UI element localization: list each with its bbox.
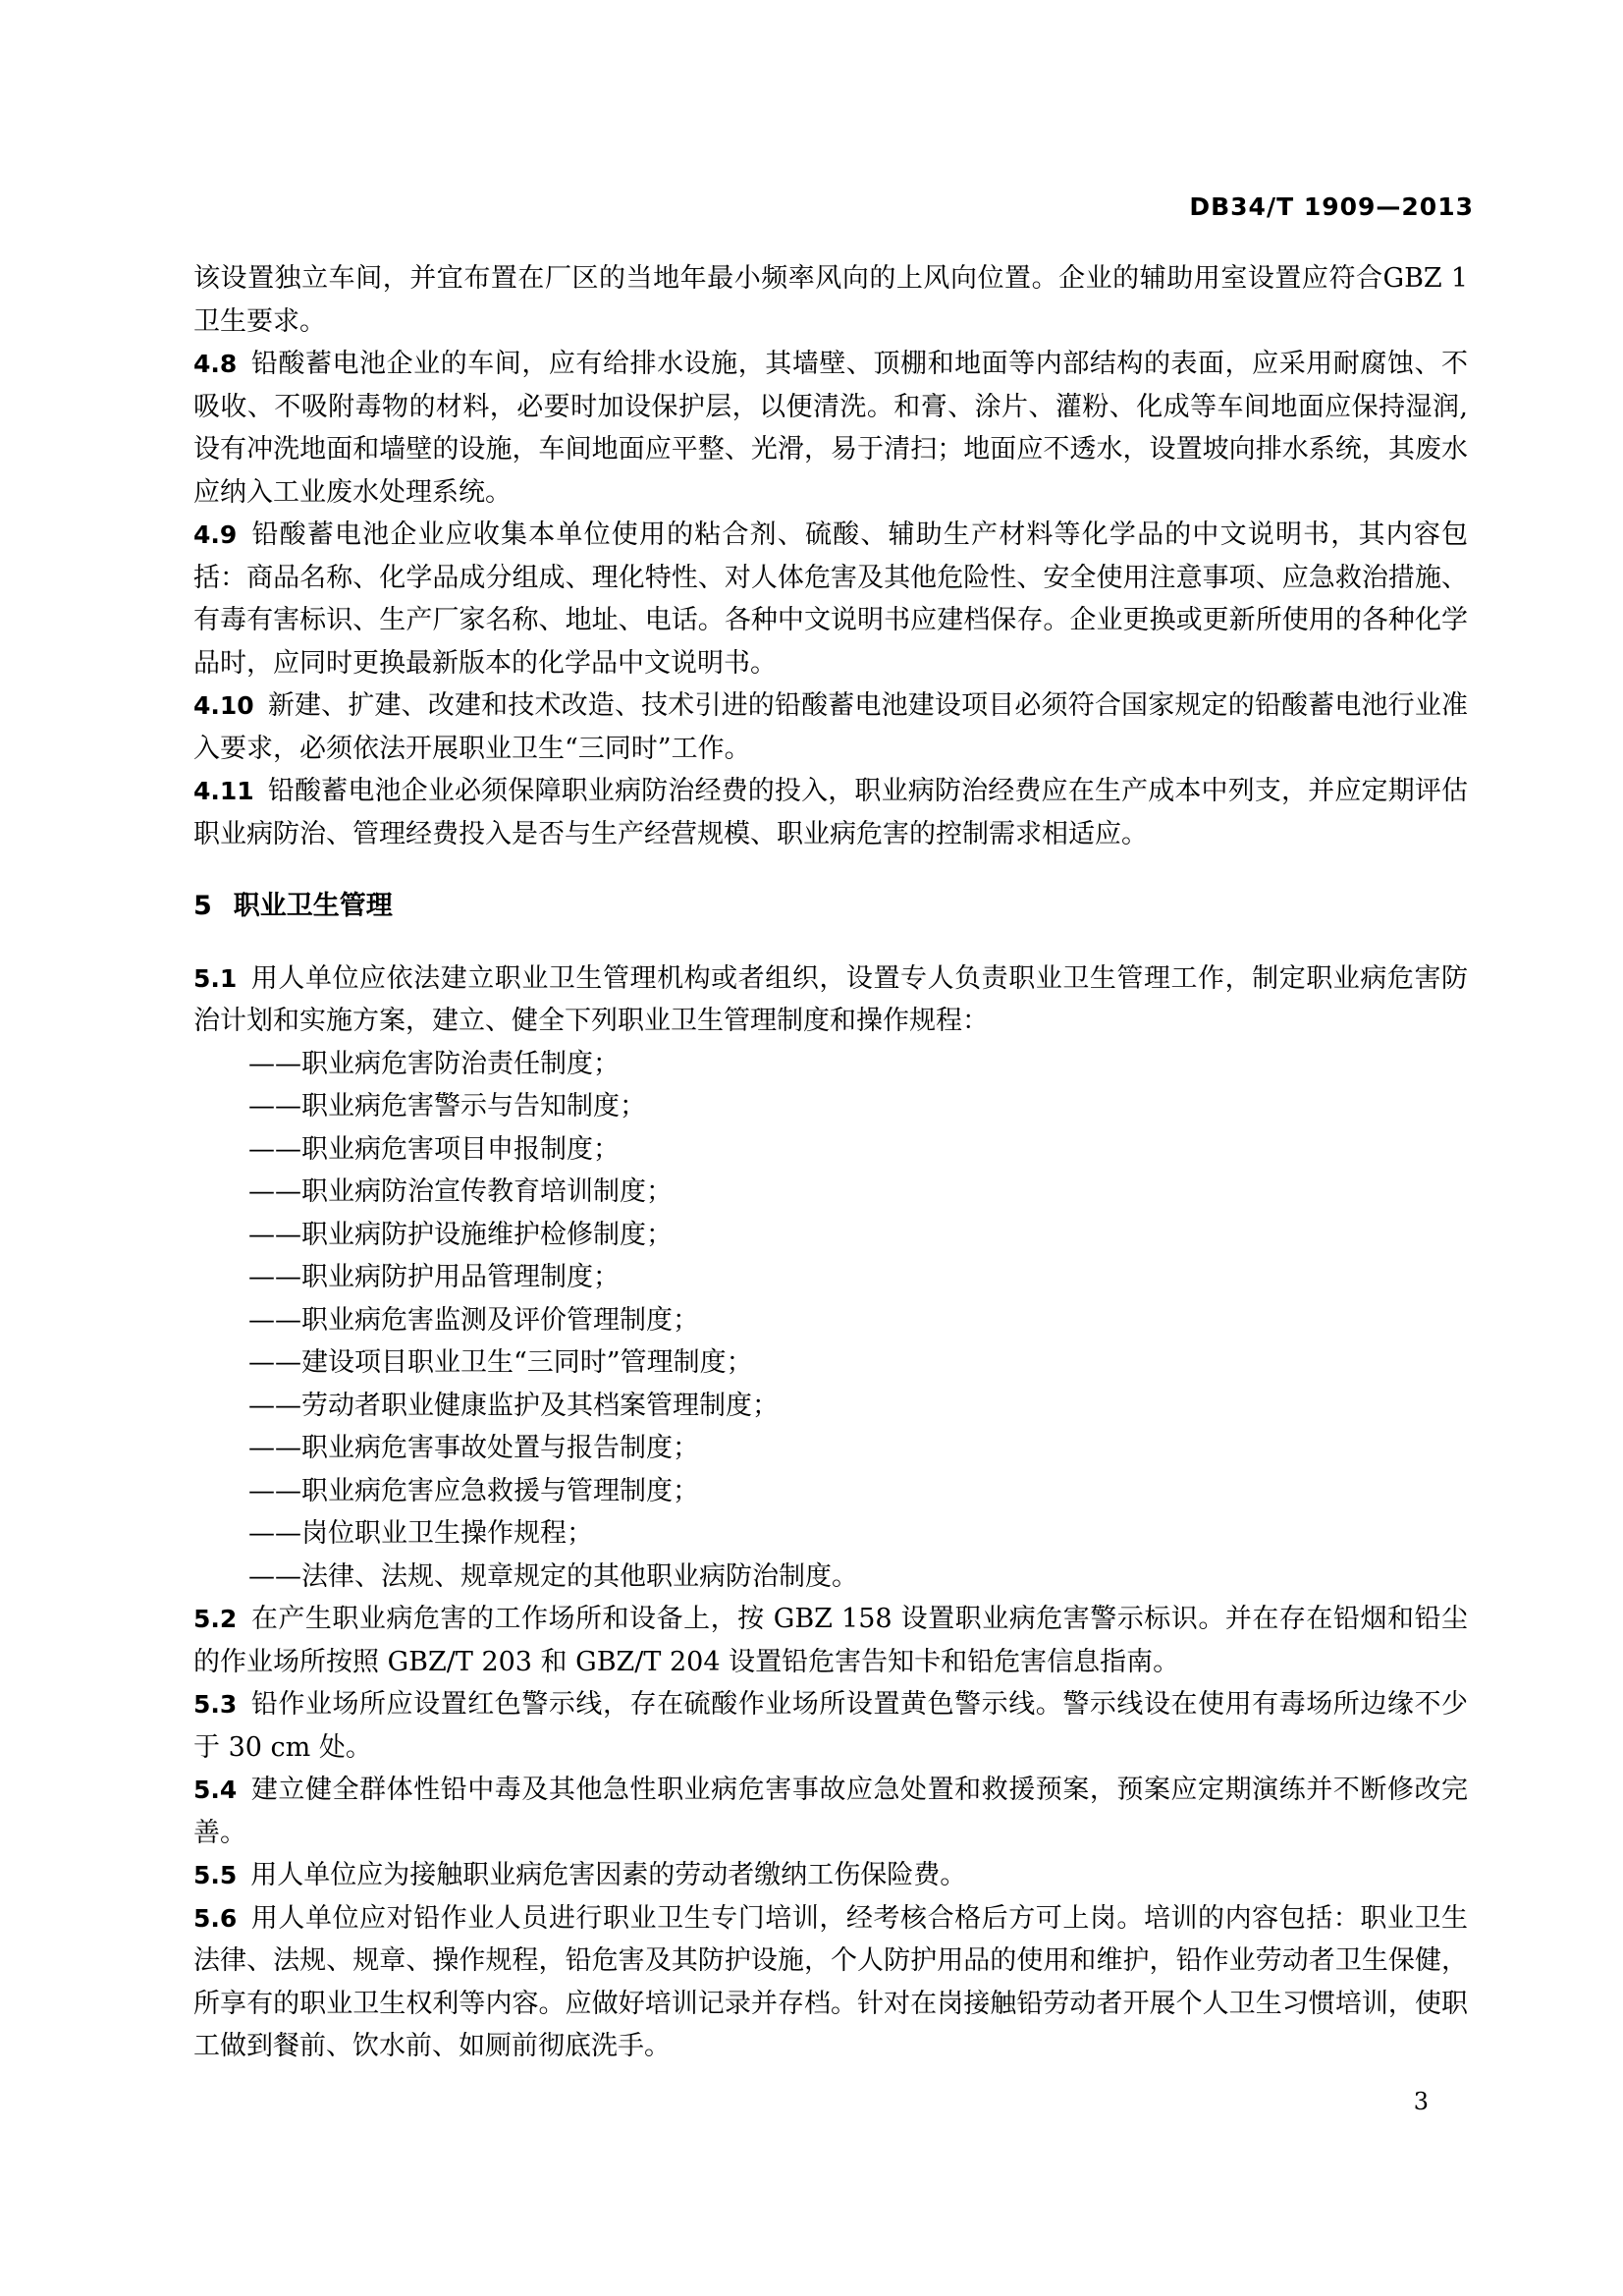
list-item: ——法律、法规、规章规定的其他职业病防治制度。 [248,1560,858,1592]
standard-code: DB34/T 1909—2013 [1189,192,1474,221]
clause-number: 5.6 [193,1903,238,1933]
list-item: ——职业病危害应急救援与管理制度； [248,1475,699,1506]
list-item: ——职业病危害监测及评价管理制度； [248,1304,699,1336]
document-body [193,257,1468,2068]
clause-text: 用人单位应对铅作业人员进行职业卫生专门培训，经考核合格后方可上岗。培训的内容包括：职业卫生法律、法规、规章、操作规程，铅危害及其防护设施，个人防护用品的使用和维护，铅作业劳动者卫生保健，所享有的职业卫生权利等内容。应做好培训记录并存档。针对在岗接触铅劳动者开展个人卫生习惯培训，使职工做到餐前、饮水前、如厕前彻底洗手。 [193,1902,1468,2061]
clause-text: 铅酸蓄电池企业的车间，应有给排水设施，其墙壁、顶棚和地面等内部结构的表面，应采用耐腐蚀、不吸收、不吸附毒物的材料，必要时加设保护层，以便清洗。和膏、涂片、灌粉、化成等车间地面应保持湿润,设有冲洗地面和墙壁的设施，车间地面应平整、光滑，易于清扫；地面应不透水，设置坡向排水系统，其废水应纳入工业废水处理系统。 [193,349,1468,508]
clause-5-4 [193,1769,1468,1854]
clause-4-9 [193,514,1468,684]
list-item: ——职业病防护用品管理制度； [248,1262,620,1292]
list-item: ——职业病防护设施维护检修制度； [248,1219,673,1250]
clause-number: 5.3 [193,1690,238,1719]
clause-number: 5.5 [193,1861,238,1889]
clause-text: 铅作业场所应设置红色警示线，存在硫酸作业场所设置黄色警示线。警示线设在使用有毒场所边缘不少于 30 cm 处。 [193,1689,1468,1763]
list-item: ——职业病危害事故处置与报告制度； [248,1433,699,1463]
list-item: ——职业病防治宣传教育培训制度； [248,1176,673,1207]
list-item: ——职业病危害防治责任制度； [248,1048,620,1079]
clause-number: 4.8 [193,350,238,378]
clause-text: 建立健全群体性铅中毒及其他急性职业病危害事故应急处置和救援预案，预案应定期演练并不断修改完善。 [193,1775,1468,1848]
clause-number: 5.2 [193,1605,238,1633]
list-item: ——职业病危害项目申报制度； [248,1133,620,1165]
clause-number: 4.11 [193,777,254,805]
clause-text: 用人单位应为接触职业病危害因素的劳动者缴纳工伤保险费。 [250,1860,967,1890]
clause-number: 5.4 [193,1776,238,1804]
list-item: ——建设项目职业卫生“三同时”管理制度； [248,1347,753,1378]
clause-continuation [193,257,1468,343]
clause-4-11 [193,770,1468,855]
clause-text: 该设置独立车间，并宜布置在厂区的当地年最小频率风向的上风向位置。企业的辅助用室设置应符合GBZ 1卫生要求。 [193,263,1468,337]
clause-text: 在产生职业病危害的工作场所和设备上，按 GBZ 158 设置职业病危害警示标识。并在存在铅烟和铅尘的作业场所按照 GBZ/T 203 和 GBZ/T 204 设置铅危害告知卡和铅危害信息指南。 [193,1604,1468,1677]
section-heading [193,885,1468,928]
list-item: ——岗位职业卫生操作规程； [248,1518,593,1549]
clause-text: 新建、扩建、改建和技术改造、技术引进的铅酸蓄电池建设项目必须符合国家规定的铅酸蓄电池行业准入要求，必须依法开展职业卫生“三同时”工作。 [193,690,1468,764]
management-system-list [193,1043,1468,1599]
clause-5-3 [193,1683,1468,1769]
section-number: 5 [193,891,212,921]
list-item: ——劳动者职业健康监护及其档案管理制度； [248,1390,779,1421]
clause-5-1 [193,957,1468,1043]
clause-text: 用人单位应依法建立职业卫生管理机构或者组织，设置专人负责职业卫生管理工作，制定职业病危害防治计划和实施方案，建立、健全下列职业卫生管理制度和操作规程： [193,962,1468,1036]
clause-number: 4.10 [193,691,254,720]
clause-number: 4.9 [193,520,238,549]
clause-5-5 [193,1854,1468,1897]
clause-number: 5.1 [193,963,238,993]
section-title: 职业卫生管理 [233,891,393,921]
clause-text: 铅酸蓄电池企业必须保障职业病防治经费的投入，职业病防治经费应在生产成本中列支，并应定期评估职业病防治、管理经费投入是否与生产经营规模、职业病危害的控制需求相适应。 [193,776,1468,849]
clause-5-6 [193,1897,1468,2068]
clause-5-2 [193,1598,1468,1683]
page-number: 3 [1413,2088,1429,2115]
clause-4-10 [193,684,1468,770]
list-item: ——职业病危害警示与告知制度； [248,1091,646,1121]
clause-4-8 [193,343,1468,514]
clause-text: 铅酸蓄电池企业应收集本单位使用的粘合剂、硫酸、辅助生产材料等化学品的中文说明书，其内容包括：商品名称、化学品成分组成、理化特性、对人体危害及其他危险性、安全使用注意事项、应急救治措施、有毒有害标识、生产厂家名称、地址、电话。各种中文说明书应建档保存。企业更换或更新所使用的各种化学品时，应同时更换最新版本的化学品中文说明书。 [193,519,1468,679]
